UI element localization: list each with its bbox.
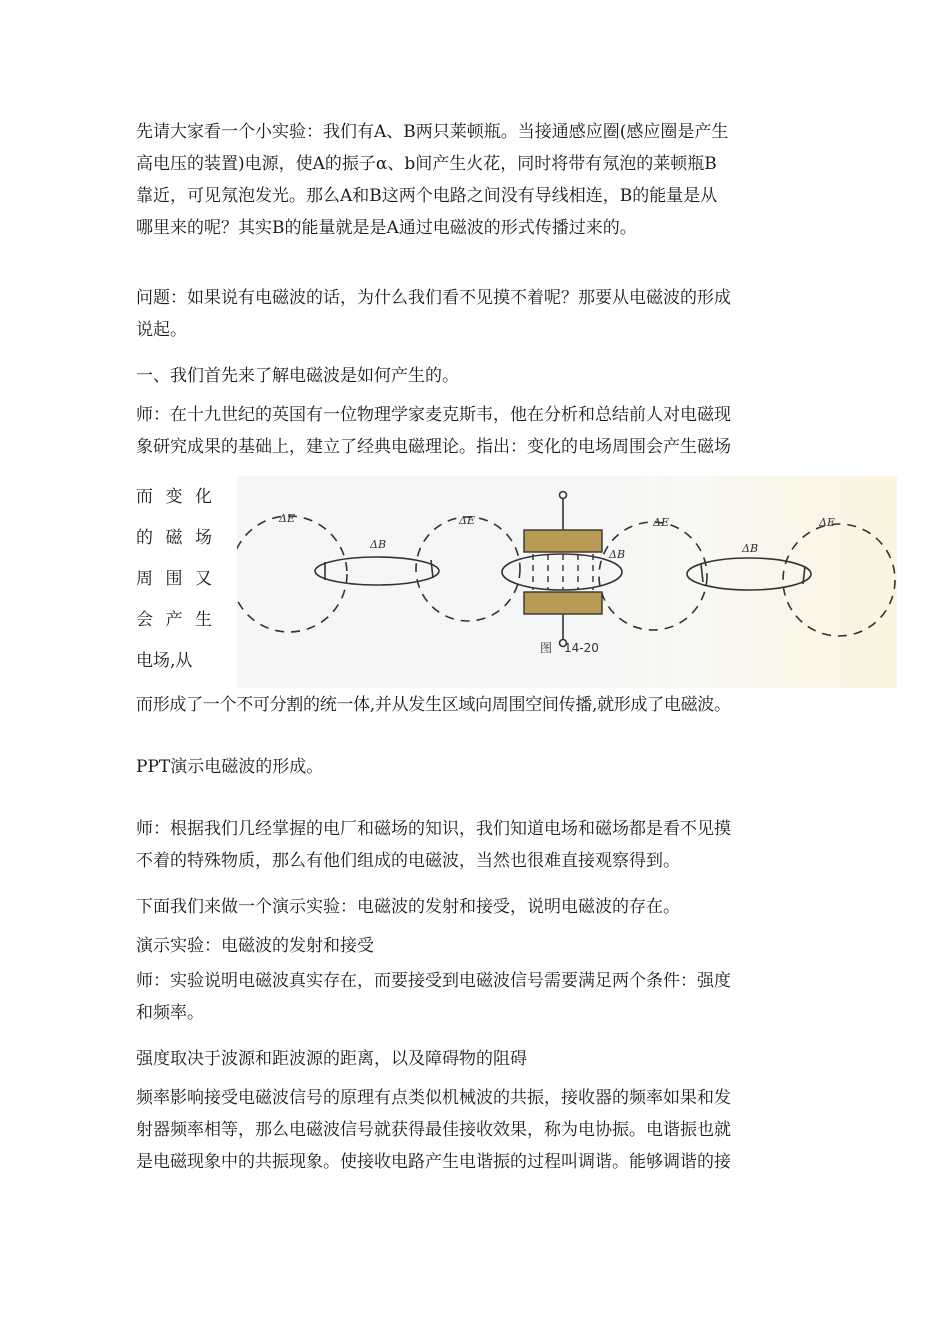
paragraph-strength [136, 1043, 820, 1075]
text-line: 和频率。 [136, 1003, 204, 1023]
text-line: 说起。 [136, 320, 187, 340]
text-line: 一、我们首先来了解电磁波是如何产生的。 [136, 366, 459, 386]
text-line: 师：根据我们几经掌握的电厂和磁场的知识，我们知道电场和磁场都是看不见摸 [136, 819, 731, 839]
figure-caption: 图 14-20 [540, 641, 599, 655]
magnetic-field-loop [687, 558, 811, 590]
section-heading-1 [136, 360, 820, 392]
text-line: 周围又 [136, 569, 212, 589]
paragraph-wave-formation [136, 689, 836, 721]
text-line: 不着的特殊物质，那么有他们组成的电磁波，当然也很难直接观察得到。 [136, 851, 680, 871]
text-line: 演示实验：电磁波的发射和接受 [136, 936, 374, 956]
electric-field-loop [783, 524, 895, 636]
paragraph-demo-intro [136, 891, 820, 923]
label-delta-b: ΔB [609, 548, 626, 561]
paragraph-ppt-demo [136, 751, 820, 783]
paragraph-teacher-fields [136, 813, 820, 877]
text-line: 高电压的装置)电源，使A的振子α、b间产生火花，同时将带有氖泡的莱顿瓶B [136, 154, 717, 174]
label-delta-e: ΔE [653, 516, 669, 529]
label-delta-e: ΔE [459, 514, 475, 527]
em-wave-figure [237, 476, 897, 688]
wrapped-text-column [136, 477, 212, 682]
text-line: 靠近，可见氖泡发光。那么A和B这两个电路之间没有导线相连，B的能量是从 [136, 186, 718, 206]
text-line: 象研究成果的基础上，建立了经典电磁理论。指出：变化的电场周围会产生磁场 [136, 437, 731, 457]
text-line: 而变化 [136, 487, 212, 507]
text-line: 哪里来的呢？其实B的能量就是是A通过电磁波的形式传播过来的。 [136, 218, 637, 238]
label-delta-e: ΔE [819, 516, 835, 529]
text-line: 会产生 [136, 610, 212, 630]
text-line: 师：实验说明电磁波真实存在，而要接受到电磁波信号需要满足两个条件：强度 [136, 971, 731, 991]
paragraph-intro-experiment [136, 116, 820, 244]
text-line: 师：在十九世纪的英国有一位物理学家麦克斯韦，他在分析和总结前人对电磁现 [136, 405, 731, 425]
magnetic-field-loop [315, 557, 439, 585]
electric-field-loop [599, 522, 707, 630]
paragraph-frequency [136, 1082, 820, 1178]
paragraph-maxwell [136, 399, 820, 463]
text-line: 强度取决于波源和距波源的距离，以及障碍物的阻碍 [136, 1049, 527, 1069]
label-delta-b: ΔB [370, 538, 387, 551]
electric-field-loop [237, 516, 347, 632]
label-delta-b: ΔB [742, 542, 759, 555]
capacitor-plate-bottom [524, 592, 602, 614]
text-line: 先请大家看一个小实验：我们有A、B两只莱顿瓶。当接通感应圈(感应圈是产生 [136, 122, 729, 142]
text-line: 的磁场 [136, 528, 212, 548]
capacitor-plate-top [524, 530, 602, 552]
paragraph-conditions [136, 965, 820, 1029]
label-delta-e: ΔE [279, 512, 295, 525]
text-line: 频率影响接受电磁波信号的原理有点类似机械波的共振，接收器的频率如果和发 [136, 1088, 731, 1108]
text-line: 射器频率相等，那么电磁波信号就获得最佳接收效果，称为电协振。电谐振也就 [136, 1120, 731, 1140]
paragraph-question [136, 282, 820, 346]
text-line: 是电磁现象中的共振现象。使接收电路产生电谐振的过程叫调谐。能够调谐的接 [136, 1152, 731, 1172]
text-line: 而形成了一个不可分割的统一体,并从发生区域向周围空间传播,就形成了电磁波。 [136, 695, 731, 715]
paragraph-demo-title [136, 930, 820, 962]
text-line: PPT演示电磁波的形成。 [136, 757, 324, 777]
text-line: 问题：如果说有电磁波的话，为什么我们看不见摸不着呢？那要从电磁波的形成 [136, 288, 731, 308]
text-line: 下面我们来做一个演示实验：电磁波的发射和接受，说明电磁波的存在。 [136, 897, 680, 917]
em-wave-diagram [237, 476, 897, 688]
text-line: 电场,从 [136, 651, 193, 671]
